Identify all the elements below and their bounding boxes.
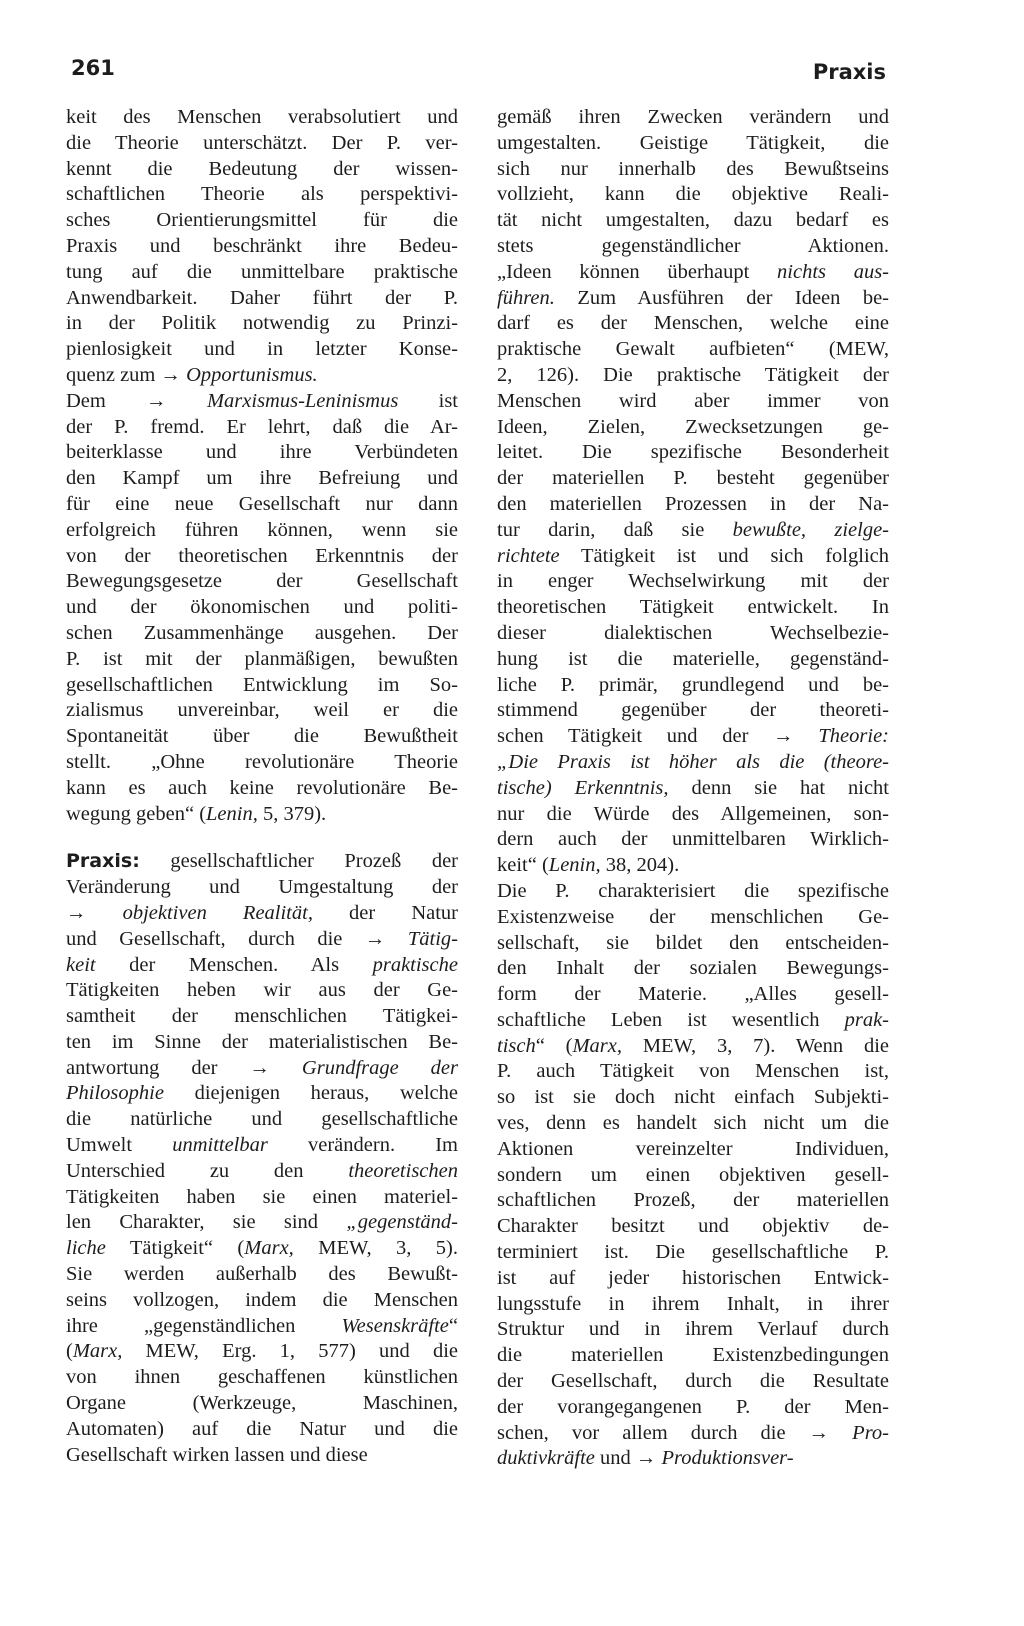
text-run: sellschaft, sie bildet den entscheiden- (497, 931, 889, 954)
text-line (66, 698, 458, 724)
text-line (497, 905, 889, 931)
text-line (66, 673, 458, 699)
text-run: nichts aus- (777, 260, 889, 283)
text-run: und → (594, 1447, 662, 1470)
text-line (497, 1317, 889, 1343)
page-number: 261 (71, 56, 115, 80)
text-line (66, 389, 458, 415)
text-line (66, 1314, 458, 1340)
text-run: keit des Menschen verabsolutiert und (66, 106, 458, 128)
text-line (497, 105, 889, 131)
text-run: den Kampf um ihre Befreiung und (66, 467, 458, 490)
text-run: führen. (497, 286, 555, 309)
text-run: umgestalten. Geistige Tätigkeit, die (497, 131, 889, 154)
entry-headword: Praxis: (66, 850, 140, 873)
text-run: schen Tätigkeit und der → (497, 725, 819, 748)
text-line (497, 1395, 889, 1421)
text-line (66, 1443, 458, 1469)
text-run: lungsstufe in ihrem Inhalt, in ihrer (497, 1292, 889, 1315)
text-run: Sie werden außerhalb des Bewußt- (66, 1263, 458, 1286)
text-run: der vorangegangenen P. der Men- (497, 1395, 889, 1418)
text-run: Aktionen vereinzelter Individuen, (497, 1137, 889, 1160)
text-line (497, 182, 889, 208)
text-line (497, 1421, 889, 1447)
text-line (497, 750, 889, 776)
text-line (66, 724, 458, 750)
text-run: 5, 379). (257, 802, 327, 825)
text-line (497, 1008, 889, 1034)
text-line (66, 208, 458, 234)
text-line (66, 1288, 458, 1314)
text-line (497, 1240, 889, 1266)
text-run: Philosophie (66, 1082, 164, 1105)
text-run: sich nur innerhalb des Bewußtseins (497, 157, 889, 180)
text-line (66, 569, 458, 595)
text-run: diejenigen heraus, welche (163, 1082, 458, 1105)
text-run: schaftlichen Prozeß, der materiellen (497, 1189, 889, 1212)
text-run: und der ökonomischen und politi- (66, 596, 458, 619)
text-run: theoretischen Tätigkeit entwickelt. In (497, 596, 889, 619)
text-run: schen Zusammenhänge ausgehen. Der (66, 621, 458, 644)
text-line (497, 337, 889, 363)
text-run: vollzieht, kann die objektive Reali- (497, 183, 889, 206)
text-run: seins vollzogen, indem die Menschen (66, 1288, 458, 1311)
text-run: duktivkräfte (497, 1447, 595, 1470)
left-column (66, 105, 458, 1468)
text-run: objektiven Realität, (122, 901, 313, 924)
text-run: “ (448, 1314, 458, 1337)
text-line (66, 849, 458, 875)
text-run: Marxismus-Leninismus (206, 389, 399, 412)
running-head: Praxis (812, 60, 886, 84)
text-line (66, 595, 458, 621)
text-run: den materiellen Prozessen in der Na- (497, 492, 889, 515)
text-run: richtete (497, 544, 560, 567)
text-run: die materiellen Existenzbedingungen (497, 1344, 889, 1367)
text-run: zialismus unvereinbar, weil er die (66, 699, 458, 722)
text-line (497, 492, 889, 518)
text-run: Spontaneität über die Bewußtheit (66, 725, 458, 748)
text-run: dern auch der unmittelbaren Wirklich- (497, 828, 889, 851)
text-run: Tätig- (407, 927, 458, 950)
text-line (497, 621, 889, 647)
text-line (66, 802, 458, 828)
text-line (66, 1262, 458, 1288)
text-line (497, 595, 889, 621)
text-run: tische) Erkenntnis, (497, 776, 669, 799)
text-run: Ideen, Zielen, Zwecksetzungen ge- (497, 415, 889, 438)
text-line (66, 647, 458, 673)
text-run: der Gesellschaft, durch die Resultate (497, 1370, 889, 1393)
text-line (497, 673, 889, 699)
text-line (66, 1107, 458, 1133)
text-run: Tätigkeit ist und sich folglich (559, 544, 889, 567)
text-line (497, 518, 889, 544)
text-line (497, 544, 889, 570)
text-run: → (66, 901, 123, 924)
text-run: tung auf die unmittelbare praktische (66, 260, 458, 283)
text-line (66, 901, 458, 927)
paragraph (66, 389, 458, 828)
text-run: P. auch Tätigkeit von Menschen ist, (497, 1060, 889, 1083)
text-line (66, 875, 458, 901)
text-run: len Charakter, sie sind (66, 1211, 347, 1234)
text-run: samtheit der menschlichen Tätigkei- (66, 1005, 458, 1028)
text-run: sondern um einen objektiven gesell- (497, 1163, 889, 1186)
text-run: für eine neue Gesellschaft nur dann (66, 492, 458, 515)
text-line (66, 260, 458, 286)
text-run: Pro- (852, 1421, 889, 1444)
text-run: Tätigkeiten haben sie einen materiel- (66, 1185, 458, 1208)
text-run: stellt. „Ohne revolutionäre Theorie (66, 750, 458, 773)
text-run: P. ist mit der planmäßigen, bewußten (66, 647, 458, 670)
text-line (497, 956, 889, 982)
text-line (66, 1081, 458, 1107)
text-line (497, 1266, 889, 1292)
text-run: Tätigkeiten heben wir aus der Ge- (66, 979, 458, 1002)
text-run: stimmend gegenüber der theoreti- (497, 699, 889, 722)
text-run: Marx, (72, 1340, 123, 1363)
text-run: ten im Sinne der materialistischen Be- (66, 1030, 458, 1053)
text-run: Anwendbarkeit. Daher führt der P. (66, 286, 458, 309)
text-run: terminiert ist. Die gesellschaftliche P. (497, 1241, 889, 1264)
text-line (497, 260, 889, 286)
text-run: prak- (844, 1008, 889, 1031)
text-line (66, 776, 458, 802)
text-run: Gesellschaft wirken lassen und diese (66, 1443, 368, 1466)
text-line (497, 853, 889, 879)
text-run: „Die Praxis ist höher als die (theore- (497, 750, 889, 773)
text-run: der Natur (312, 901, 458, 924)
text-run: Charakter besitzt und objektiv de- (497, 1215, 889, 1238)
text-run: nur die Würde des Allgemeinen, son- (497, 802, 889, 825)
text-line (66, 311, 458, 337)
text-run: die Theorie unterschätzt. Der P. ver- (66, 131, 458, 154)
text-run: keit (66, 953, 96, 976)
text-run: der P. fremd. Er lehrt, daß die Ar- (66, 415, 458, 438)
text-run: Veränderung und Umgestaltung der (66, 876, 458, 899)
text-run: kennt die Bedeutung der wissen- (66, 157, 458, 180)
text-run: tur darin, daß sie (497, 518, 733, 541)
text-line (497, 1085, 889, 1111)
text-run: so ist sie doch nicht einfach Subjekti- (497, 1086, 889, 1109)
text-line (497, 363, 889, 389)
text-line (497, 466, 889, 492)
text-run: tisch (497, 1034, 536, 1057)
text-run: von der theoretischen Erkenntnis der (66, 544, 458, 567)
text-run: schaftliche Leben ist wesentlich (497, 1008, 845, 1031)
text-run: praktische (372, 953, 458, 976)
text-line (66, 286, 458, 312)
text-line (66, 234, 458, 260)
text-line (66, 518, 458, 544)
text-run: bewußte, zielge- (732, 518, 889, 541)
text-run: form der Materie. „Alles gesell- (497, 983, 889, 1006)
text-line (497, 569, 889, 595)
text-run: leitet. Die spezifische Besonderheit (497, 441, 889, 464)
text-line (66, 105, 458, 131)
text-run: “ ( (535, 1034, 573, 1057)
paragraph (497, 879, 889, 1472)
right-column (497, 105, 889, 1472)
text-line (66, 978, 458, 1004)
text-run: Marx, (572, 1034, 622, 1057)
text-line (66, 492, 458, 518)
text-line (66, 1004, 458, 1030)
text-line (66, 1210, 458, 1236)
text-line (497, 389, 889, 415)
text-run: Tätigkeit“ ( (105, 1237, 245, 1260)
text-line (66, 440, 458, 466)
text-run: wegung geben“ ( (66, 802, 207, 825)
text-run: Unterschied zu den (66, 1159, 349, 1182)
text-run: gemäß ihren Zwecken verändern und (497, 106, 889, 128)
text-run: Struktur und in ihrem Verlauf durch (497, 1318, 889, 1341)
text-run: Grundfrage der (301, 1056, 458, 1079)
text-line (66, 1133, 458, 1159)
text-run: hung ist die materielle, gegenständ- (497, 647, 889, 670)
text-run: liche (66, 1237, 106, 1260)
text-line (497, 1137, 889, 1163)
paragraph (66, 849, 458, 1468)
text-line (497, 208, 889, 234)
text-line (66, 131, 458, 157)
text-run: stets gegenständlicher Aktionen. (497, 234, 889, 257)
text-line (497, 1059, 889, 1085)
text-run: denn sie hat nicht (668, 776, 889, 799)
text-line (497, 311, 889, 337)
text-line (497, 647, 889, 673)
text-line (66, 750, 458, 776)
text-run: schaftlichen Theorie als perspektivi- (66, 183, 458, 206)
text-line (497, 879, 889, 905)
paragraph (497, 105, 889, 879)
text-line (497, 440, 889, 466)
text-line (66, 415, 458, 441)
text-run: quenz zum → (66, 363, 187, 386)
text-run: ihre „gegenständlichen (66, 1314, 342, 1337)
text-run: Lenin, (548, 854, 601, 877)
text-run: „gegenständ- (346, 1211, 458, 1234)
text-line (497, 1369, 889, 1395)
text-line (497, 1292, 889, 1318)
text-run: theoretischen (348, 1159, 458, 1182)
text-run: antwortung der → (66, 1056, 302, 1079)
text-run: Menschen wird aber immer von (497, 389, 889, 412)
text-run: kann es auch keine revolutionäre Be- (66, 776, 458, 799)
text-line (497, 982, 889, 1008)
text-run: Produktionsver- (661, 1447, 794, 1470)
text-run: Umwelt (66, 1134, 173, 1157)
text-line (497, 1034, 889, 1060)
text-line (497, 776, 889, 802)
text-line (497, 131, 889, 157)
paragraph (66, 105, 458, 389)
text-line (66, 1159, 458, 1185)
text-run: in der Politik notwendig zu Prinzi- (66, 312, 458, 335)
text-run: darf es der Menschen, welche eine (497, 312, 889, 335)
text-run: Marx, (244, 1237, 294, 1260)
text-run: gesellschaftlichen Entwicklung im So- (66, 673, 458, 696)
text-line (497, 415, 889, 441)
text-run: MEW, Erg. 1, 577) und die (122, 1340, 458, 1363)
text-line (497, 1214, 889, 1240)
text-run: in enger Wechselwirkung mit der (497, 570, 889, 593)
text-line (497, 286, 889, 312)
text-run: liche P. primär, grundlegend und be- (497, 673, 889, 696)
text-line (497, 931, 889, 957)
text-line (497, 802, 889, 828)
text-run: die natürliche und gesellschaftliche (66, 1108, 458, 1131)
text-run: MEW, 3, 7). Wenn die (622, 1034, 889, 1057)
text-run: Existenzweise der menschlichen Ge- (497, 905, 889, 928)
text-run: „Ideen können überhaupt (497, 260, 778, 283)
text-line (66, 544, 458, 570)
text-line (497, 724, 889, 750)
text-run: und Gesellschaft, durch die → (66, 927, 408, 950)
text-run: MEW, 3, 5). (293, 1237, 458, 1260)
text-line (66, 337, 458, 363)
text-line (66, 621, 458, 647)
text-run: Bewegungsgesetze der Gesellschaft (66, 570, 458, 593)
text-run: ( (66, 1340, 73, 1363)
text-run: beiterklasse und ihre Verbündeten (66, 441, 458, 464)
text-line (66, 1185, 458, 1211)
text-run: Organe (Werkzeuge, Maschinen, (66, 1392, 458, 1415)
paragraph-gap (66, 827, 458, 849)
text-run: gesellschaftlicher Prozeß der (139, 850, 458, 873)
text-run: Lenin, (206, 802, 258, 825)
text-run: der Menschen. Als (95, 953, 373, 976)
text-line (497, 1446, 889, 1472)
text-run: Praxis und beschränkt ihre Bedeu- (66, 234, 458, 257)
text-run: den Inhalt der sozialen Bewegungs- (497, 957, 889, 980)
text-line (66, 1365, 458, 1391)
text-run: Opportunismus. (186, 363, 318, 386)
text-run: 2, 126). Die praktische Tätigkeit der (497, 363, 889, 386)
text-line (66, 157, 458, 183)
text-run: ist (398, 389, 458, 412)
text-line (66, 466, 458, 492)
text-run: Wesenskräfte (341, 1314, 449, 1337)
text-run: Die P. charakterisiert die spezifische (497, 879, 889, 902)
text-run: sches Orientierungsmittel für die (66, 209, 458, 232)
text-run: schen, vor allem durch die → (497, 1421, 853, 1444)
text-run: Automaten) auf die Natur und die (66, 1417, 458, 1440)
text-run: Dem → (66, 389, 207, 412)
text-run: Theorie: (818, 725, 889, 748)
text-line (66, 1056, 458, 1082)
text-line (66, 1417, 458, 1443)
text-run: unmittelbar (172, 1134, 268, 1157)
text-run: praktische Gewalt aufbieten“ (MEW, (497, 338, 889, 361)
text-line (497, 698, 889, 724)
text-line (497, 157, 889, 183)
text-run: verändern. Im (267, 1134, 458, 1157)
text-line (66, 363, 458, 389)
text-line (66, 953, 458, 979)
text-line (66, 1339, 458, 1365)
text-run: von ihnen geschaffenen künstlichen (66, 1366, 458, 1389)
text-line (497, 1188, 889, 1214)
text-run: 38, 204). (600, 854, 680, 877)
text-line (497, 1343, 889, 1369)
text-line (497, 1111, 889, 1137)
text-line (497, 1163, 889, 1189)
text-run: pienlosigkeit und in letzter Konse- (66, 338, 458, 361)
text-line (66, 927, 458, 953)
text-run: erfolgreich führen können, wenn sie (66, 518, 458, 541)
text-line (497, 234, 889, 260)
text-run: keit“ ( (497, 854, 549, 877)
text-run: der materiellen P. besteht gegenüber (497, 467, 889, 490)
text-line (66, 1236, 458, 1262)
text-line (66, 182, 458, 208)
text-line (66, 1391, 458, 1417)
text-run: tät nicht umgestalten, dazu bedarf es (497, 209, 889, 232)
text-run: dieser dialektischen Wechselbezie- (497, 621, 889, 644)
text-run: ist auf jeder historischen Entwick- (497, 1266, 889, 1289)
text-run: ves, denn es handelt sich nicht um die (497, 1112, 889, 1135)
text-run: Zum Ausführen der Ideen be- (554, 286, 889, 309)
text-line (66, 1030, 458, 1056)
text-line (497, 827, 889, 853)
